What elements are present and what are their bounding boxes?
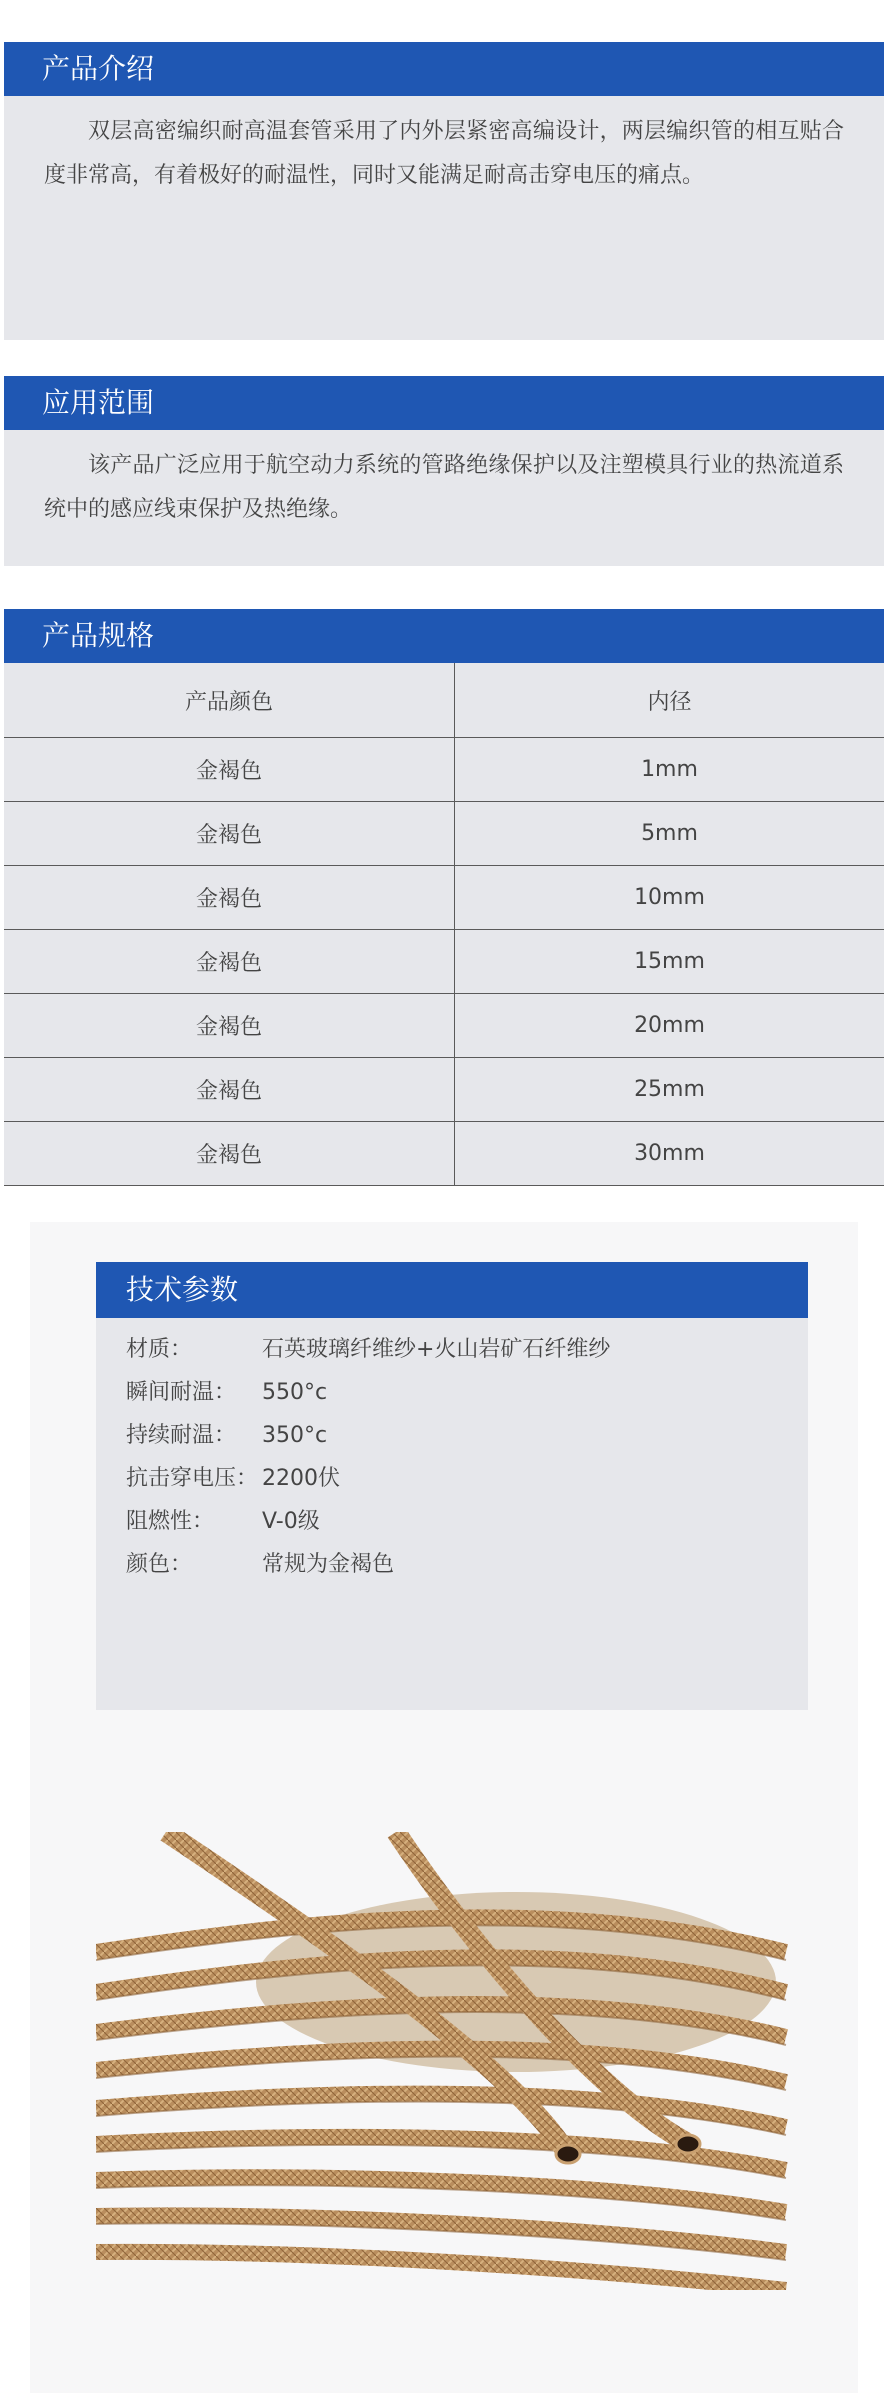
spec-table	[4, 663, 884, 1186]
cell-color: 金褐色	[4, 1058, 455, 1122]
cell-color: 金褐色	[4, 994, 455, 1058]
param-row-continuous-temp	[126, 1414, 808, 1457]
param-value: 石英玻璃纤维纱+火山岩矿石纤维纱	[262, 1337, 611, 1362]
param-label: 颜色：	[126, 1552, 193, 1577]
cell-color: 金褐色	[4, 1122, 455, 1186]
product-photo-sleeving-coil	[96, 1832, 796, 2290]
param-row-material	[126, 1328, 808, 1371]
table-row	[4, 866, 884, 930]
application-scope-section	[4, 376, 884, 566]
param-row-flame-retardancy	[126, 1500, 808, 1543]
param-label: 抗击穿电压：	[126, 1466, 259, 1491]
param-value: 350°c	[262, 1423, 328, 1448]
param-value: 550°c	[262, 1380, 328, 1405]
technical-params-panel	[96, 1262, 808, 1710]
param-value: 2200伏	[262, 1466, 340, 1491]
product-spec-section	[4, 609, 884, 1189]
cell-color: 金褐色	[4, 802, 455, 866]
technical-params-title: 技术参数	[96, 1262, 808, 1318]
param-value: V-0级	[262, 1509, 320, 1534]
spec-table-header-row	[4, 663, 884, 738]
cell-inner-diameter: 1mm	[455, 738, 885, 802]
param-row-breakdown-voltage	[126, 1457, 808, 1500]
cell-color: 金褐色	[4, 866, 455, 930]
param-label: 持续耐温：	[126, 1423, 237, 1448]
table-row	[4, 1058, 884, 1122]
column-header-inner-diameter: 内径	[455, 663, 885, 738]
cell-inner-diameter: 5mm	[455, 802, 885, 866]
param-label: 材质：	[126, 1337, 193, 1362]
param-row-instant-temp	[126, 1371, 808, 1414]
table-row	[4, 738, 884, 802]
application-scope-text: 该产品广泛应用于航空动力系统的管路绝缘保护以及注塑模具行业的热流道系统中的感应线束保护及热绝缘。	[44, 453, 844, 522]
cell-inner-diameter: 10mm	[455, 866, 885, 930]
cell-color: 金褐色	[4, 930, 455, 994]
product-intro-section	[4, 42, 884, 340]
table-row	[4, 802, 884, 866]
cell-inner-diameter: 25mm	[455, 1058, 885, 1122]
cell-color: 金褐色	[4, 738, 455, 802]
param-row-color	[126, 1543, 808, 1586]
sleeving-coil-illustration	[96, 1832, 796, 2290]
application-scope-title: 应用范围	[4, 376, 884, 430]
param-label: 阻燃性：	[126, 1509, 215, 1534]
table-row	[4, 994, 884, 1058]
product-spec-title: 产品规格	[4, 609, 884, 663]
product-intro-text: 双层高密编织耐高温套管采用了内外层紧密高编设计，两层编织管的相互贴合度非常高，有着极好的耐温性，同时又能满足耐高击穿电压的痛点。	[44, 119, 844, 188]
technical-section-wrapper	[30, 1222, 858, 2393]
product-intro-title: 产品介绍	[4, 42, 884, 96]
table-row	[4, 1122, 884, 1186]
cell-inner-diameter: 30mm	[455, 1122, 885, 1186]
table-row	[4, 930, 884, 994]
cell-inner-diameter: 20mm	[455, 994, 885, 1058]
column-header-color: 产品颜色	[4, 663, 455, 738]
cell-inner-diameter: 15mm	[455, 930, 885, 994]
param-label: 瞬间耐温：	[126, 1380, 237, 1405]
param-list	[96, 1318, 808, 1586]
param-value: 常规为金褐色	[262, 1552, 395, 1577]
